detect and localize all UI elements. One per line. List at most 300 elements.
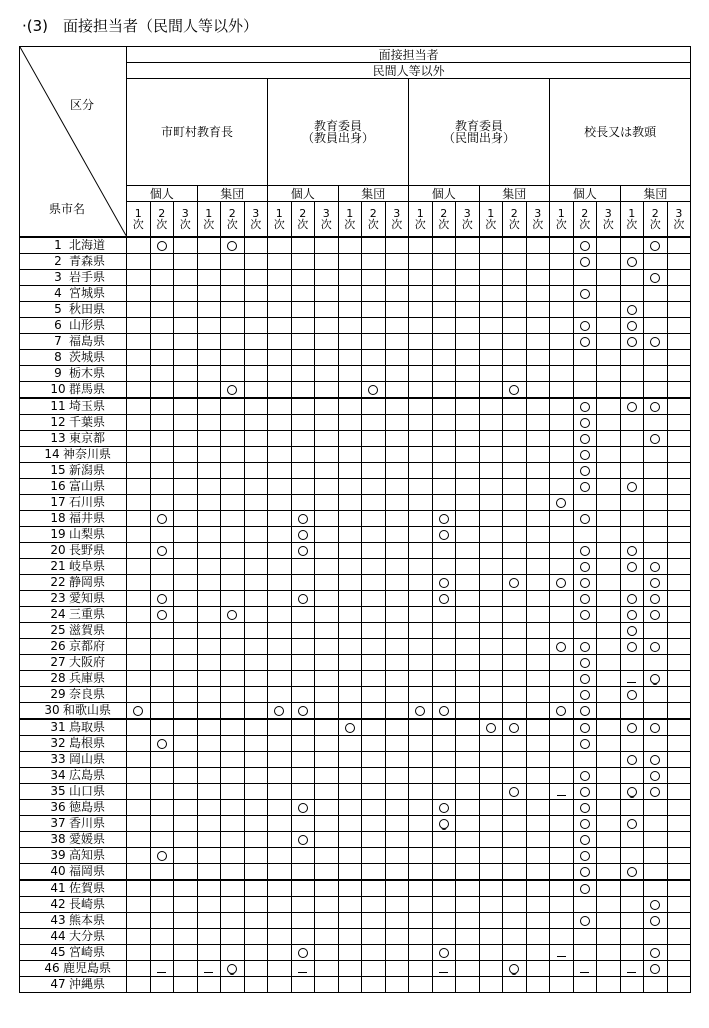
mark-cell (479, 462, 503, 478)
mark-cell (174, 735, 198, 751)
mark-cell (432, 880, 456, 897)
mark-cell (667, 430, 691, 446)
mark-cell (385, 654, 409, 670)
mark-cell (197, 430, 221, 446)
group-interview-header: 集団 (197, 186, 268, 202)
mark-cell (244, 398, 268, 415)
mark-cell (127, 960, 151, 976)
mark-cell (479, 381, 503, 398)
mark-cell (291, 414, 315, 430)
circle-icon (439, 594, 449, 604)
mark-cell (338, 574, 362, 590)
mark-cell (244, 622, 268, 638)
prefecture-cell (20, 606, 127, 622)
mark-cell (385, 783, 409, 799)
circle-icon (509, 723, 519, 733)
mark-cell (597, 317, 621, 333)
mark-cell (432, 414, 456, 430)
mark-cell (503, 751, 527, 767)
mark-cell (244, 896, 268, 912)
mark-cell (409, 574, 433, 590)
circle-icon (650, 594, 660, 604)
prefecture-number: 20 (50, 543, 66, 557)
mark-cell (526, 381, 550, 398)
mark-cell (573, 686, 597, 702)
mark-cell (291, 799, 315, 815)
mark-cell (221, 301, 245, 317)
mark-cell (338, 815, 362, 831)
prefecture-number: 31 (50, 720, 66, 734)
prefecture-name: 香川県 (68, 816, 105, 830)
circle-icon (627, 402, 637, 412)
mark-cell (221, 494, 245, 510)
mark-cell (526, 462, 550, 478)
mark-cell (291, 398, 315, 415)
mark-cell (127, 430, 151, 446)
mark-cell (197, 686, 221, 702)
mark-cell (597, 880, 621, 897)
mark-cell (573, 510, 597, 526)
mark-cell (667, 686, 691, 702)
mark-cell (221, 478, 245, 494)
mark-cell (221, 558, 245, 574)
mark-cell (597, 702, 621, 719)
mark-cell (127, 928, 151, 944)
mark-cell (338, 783, 362, 799)
mark-cell (550, 333, 574, 349)
mark-cell (362, 767, 386, 783)
mark-cell (456, 349, 480, 365)
mark-cell (362, 414, 386, 430)
mark-cell (479, 574, 503, 590)
mark-cell (667, 702, 691, 719)
mark-cell (456, 526, 480, 542)
group-header-line: 教育委員 (313, 119, 362, 133)
mark-cell (456, 654, 480, 670)
mark-cell (291, 686, 315, 702)
mark-cell (503, 976, 527, 992)
mark-cell (362, 670, 386, 686)
mark-cell (550, 719, 574, 736)
mark-cell (268, 863, 292, 880)
mark-cell (127, 686, 151, 702)
mark-cell (573, 365, 597, 381)
group-interview-header: 集団 (620, 186, 691, 202)
prefecture-name: 福井県 (68, 511, 105, 525)
mark-cell (315, 831, 339, 847)
mark-cell (315, 414, 339, 430)
mark-cell (291, 847, 315, 863)
mark-cell (197, 269, 221, 285)
circle-icon (157, 610, 167, 620)
mark-cell (503, 686, 527, 702)
mark-cell (244, 751, 268, 767)
mark-cell (550, 976, 574, 992)
mark-cell (597, 478, 621, 494)
mark-cell (526, 333, 550, 349)
mark-cell (268, 526, 292, 542)
table-row (20, 430, 691, 446)
mark-cell (597, 896, 621, 912)
prefecture-cell (20, 847, 127, 863)
mark-cell (597, 735, 621, 751)
mark-cell (597, 285, 621, 301)
mark-cell (315, 558, 339, 574)
individual-header: 個人 (127, 186, 198, 202)
prefecture-cell (20, 317, 127, 333)
mark-cell (291, 896, 315, 912)
mark-cell (221, 831, 245, 847)
mark-cell (362, 847, 386, 863)
table-row (20, 686, 691, 702)
mark-cell (291, 365, 315, 381)
mark-cell (197, 414, 221, 430)
prefecture-name: 和歌山県 (62, 703, 111, 717)
mark-cell (409, 526, 433, 542)
mark-cell (244, 494, 268, 510)
mark-cell (127, 526, 151, 542)
mark-cell (597, 863, 621, 880)
mark-cell (432, 349, 456, 365)
table-row (20, 446, 691, 462)
table-row (20, 912, 691, 928)
mark-cell (291, 863, 315, 880)
circle-icon (580, 803, 590, 813)
mark-cell (620, 912, 644, 928)
prefecture-number: 16 (50, 479, 66, 493)
mark-cell (456, 912, 480, 928)
mark-cell (644, 831, 668, 847)
mark-cell (362, 462, 386, 478)
circle-icon (650, 916, 660, 926)
mark-cell (174, 670, 198, 686)
prefecture-number: 9 (54, 366, 62, 380)
mark-cell (338, 414, 362, 430)
table-row (20, 638, 691, 654)
mark-cell (127, 269, 151, 285)
mark-cell (150, 735, 174, 751)
round-header-2: 2 次 (150, 202, 174, 237)
mark-cell (174, 317, 198, 333)
mark-cell (432, 735, 456, 751)
mark-cell (174, 558, 198, 574)
mark-cell (385, 896, 409, 912)
mark-cell (315, 622, 339, 638)
mark-cell (150, 880, 174, 897)
mark-cell (432, 542, 456, 558)
prefecture-cell (20, 654, 127, 670)
prefecture-name: 愛媛県 (68, 832, 105, 846)
mark-cell (573, 912, 597, 928)
circle-icon (580, 819, 590, 829)
mark-cell (221, 542, 245, 558)
prefecture-name: 静岡県 (68, 575, 105, 589)
mark-cell (338, 863, 362, 880)
mark-cell (268, 896, 292, 912)
mark-cell (597, 269, 621, 285)
mark-cell (456, 558, 480, 574)
mark-cell (432, 638, 456, 654)
mark-cell (573, 462, 597, 478)
mark-cell (197, 831, 221, 847)
mark-cell (597, 526, 621, 542)
mark-cell (127, 976, 151, 992)
mark-cell (597, 494, 621, 510)
mark-cell (221, 333, 245, 349)
mark-cell (362, 365, 386, 381)
table-row (20, 847, 691, 863)
mark-cell (385, 381, 409, 398)
mark-cell (244, 462, 268, 478)
mark-cell (550, 831, 574, 847)
round-header-2: 2 次 (221, 202, 245, 237)
mark-cell (409, 912, 433, 928)
prefecture-cell (20, 686, 127, 702)
mark-cell (315, 285, 339, 301)
circle-icon (627, 594, 637, 604)
mark-cell (620, 365, 644, 381)
mark-cell (174, 365, 198, 381)
table-row (20, 494, 691, 510)
mark-cell (150, 398, 174, 415)
mark-cell (127, 317, 151, 333)
mark-cell (409, 237, 433, 254)
mark-cell (432, 253, 456, 269)
mark-cell (127, 301, 151, 317)
mark-cell (479, 702, 503, 719)
mark-cell (315, 863, 339, 880)
mark-cell (667, 606, 691, 622)
mark-cell (503, 670, 527, 686)
prefecture-number: 14 (44, 447, 60, 461)
mark-cell (291, 526, 315, 542)
mark-cell (315, 317, 339, 333)
mark-cell (244, 638, 268, 654)
mark-cell (432, 847, 456, 863)
mark-cell (550, 896, 574, 912)
mark-cell (221, 799, 245, 815)
mark-cell (503, 622, 527, 638)
mark-cell (432, 670, 456, 686)
prefecture-name: 埼玉県 (68, 399, 105, 413)
mark-cell (456, 896, 480, 912)
mark-cell (432, 269, 456, 285)
mark-cell (174, 767, 198, 783)
mark-cell (244, 430, 268, 446)
prefecture-name: 秋田県 (68, 302, 105, 316)
mark-cell (597, 574, 621, 590)
prefecture-number: 24 (50, 607, 66, 621)
mark-cell (432, 526, 456, 542)
mark-cell (479, 944, 503, 960)
mark-cell (432, 976, 456, 992)
prefecture-cell (20, 253, 127, 269)
mark-cell (268, 253, 292, 269)
circle-icon (580, 418, 590, 428)
mark-cell (127, 574, 151, 590)
mark-cell (620, 462, 644, 478)
mark-cell (503, 719, 527, 736)
table-row (20, 526, 691, 542)
mark-cell (197, 976, 221, 992)
mark-cell (127, 285, 151, 301)
mark-cell (291, 831, 315, 847)
mark-cell (456, 847, 480, 863)
mark-cell (620, 542, 644, 558)
mark-cell (479, 606, 503, 622)
mark-cell (174, 815, 198, 831)
mark-cell (456, 638, 480, 654)
prefecture-name: 島根県 (68, 736, 105, 750)
prefecture-cell (20, 622, 127, 638)
mark-cell (197, 735, 221, 751)
mark-cell (362, 896, 386, 912)
mark-cell (573, 896, 597, 912)
mark-cell (644, 269, 668, 285)
mark-cell (221, 317, 245, 333)
mark-cell (150, 912, 174, 928)
mark-cell (291, 269, 315, 285)
mark-cell (456, 783, 480, 799)
mark-cell (550, 398, 574, 415)
mark-cell (244, 414, 268, 430)
mark-cell (150, 686, 174, 702)
mark-cell (197, 912, 221, 928)
mark-cell (362, 446, 386, 462)
mark-cell (127, 670, 151, 686)
mark-cell (385, 349, 409, 365)
mark-cell (620, 751, 644, 767)
mark-cell (197, 333, 221, 349)
mark-cell (573, 751, 597, 767)
circle-icon (157, 546, 167, 556)
mark-cell (338, 462, 362, 478)
mark-cell (291, 960, 315, 976)
mark-cell (479, 398, 503, 415)
mark-cell (479, 896, 503, 912)
mark-cell (268, 606, 292, 622)
mark-cell (620, 285, 644, 301)
mark-cell (362, 654, 386, 670)
mark-cell (362, 253, 386, 269)
mark-cell (315, 783, 339, 799)
mark-cell (432, 751, 456, 767)
table-row (20, 237, 691, 254)
mark-cell (526, 510, 550, 526)
mark-cell (174, 976, 198, 992)
mark-cell (291, 751, 315, 767)
mark-cell (244, 478, 268, 494)
mark-cell (268, 365, 292, 381)
mark-cell (432, 654, 456, 670)
mark-cell (644, 815, 668, 831)
prefecture-cell (20, 301, 127, 317)
dash-icon (627, 972, 636, 973)
circle-icon (157, 241, 167, 251)
mark-cell (550, 526, 574, 542)
mark-cell (150, 928, 174, 944)
mark-cell (432, 831, 456, 847)
circle-icon (556, 706, 566, 716)
mark-cell (409, 686, 433, 702)
mark-cell (573, 478, 597, 494)
mark-cell (479, 863, 503, 880)
mark-cell (456, 398, 480, 415)
mark-cell (315, 398, 339, 415)
circle-icon (580, 257, 590, 267)
mark-cell (409, 638, 433, 654)
mark-cell (127, 365, 151, 381)
mark-cell (127, 237, 151, 254)
mark-cell (409, 767, 433, 783)
prefecture-name: 宮城県 (68, 286, 105, 300)
mark-cell (597, 976, 621, 992)
mark-cell (362, 863, 386, 880)
prefecture-number: 33 (50, 752, 66, 766)
mark-cell (667, 269, 691, 285)
prefecture-name: 栃木県 (68, 366, 105, 380)
mark-cell (432, 719, 456, 736)
mark-cell (432, 301, 456, 317)
mark-cell (197, 510, 221, 526)
mark-cell (338, 301, 362, 317)
mark-cell (197, 365, 221, 381)
mark-cell (667, 301, 691, 317)
mark-cell (338, 269, 362, 285)
mark-cell (315, 237, 339, 254)
mark-cell (432, 430, 456, 446)
circle-underlined-icon (227, 964, 237, 974)
circle-icon (157, 514, 167, 524)
table-row (20, 735, 691, 751)
round-header-1: 1 次 (338, 202, 362, 237)
mark-cell (268, 494, 292, 510)
circle-icon (580, 578, 590, 588)
mark-cell (174, 719, 198, 736)
mark-cell (550, 285, 574, 301)
circle-icon (627, 305, 637, 315)
mark-cell (197, 381, 221, 398)
mark-cell (221, 896, 245, 912)
mark-cell (479, 686, 503, 702)
mark-cell (573, 976, 597, 992)
prefecture-cell (20, 237, 127, 254)
mark-cell (620, 670, 644, 686)
mark-cell (526, 590, 550, 606)
mark-cell (667, 622, 691, 638)
mark-cell (291, 702, 315, 719)
mark-cell (573, 928, 597, 944)
mark-cell (127, 446, 151, 462)
prefecture-cell (20, 478, 127, 494)
mark-cell (573, 590, 597, 606)
mark-cell (550, 622, 574, 638)
mark-cell (620, 735, 644, 751)
mark-cell (667, 799, 691, 815)
mark-cell (597, 542, 621, 558)
prefecture-cell (20, 944, 127, 960)
mark-cell (362, 944, 386, 960)
mark-cell (620, 622, 644, 638)
dash-icon (557, 795, 566, 796)
mark-cell (197, 462, 221, 478)
circle-icon (627, 610, 637, 620)
mark-cell (244, 847, 268, 863)
mark-cell (644, 237, 668, 254)
mark-cell (385, 510, 409, 526)
mark-cell (526, 670, 550, 686)
prefecture-name: 青森県 (68, 254, 105, 268)
